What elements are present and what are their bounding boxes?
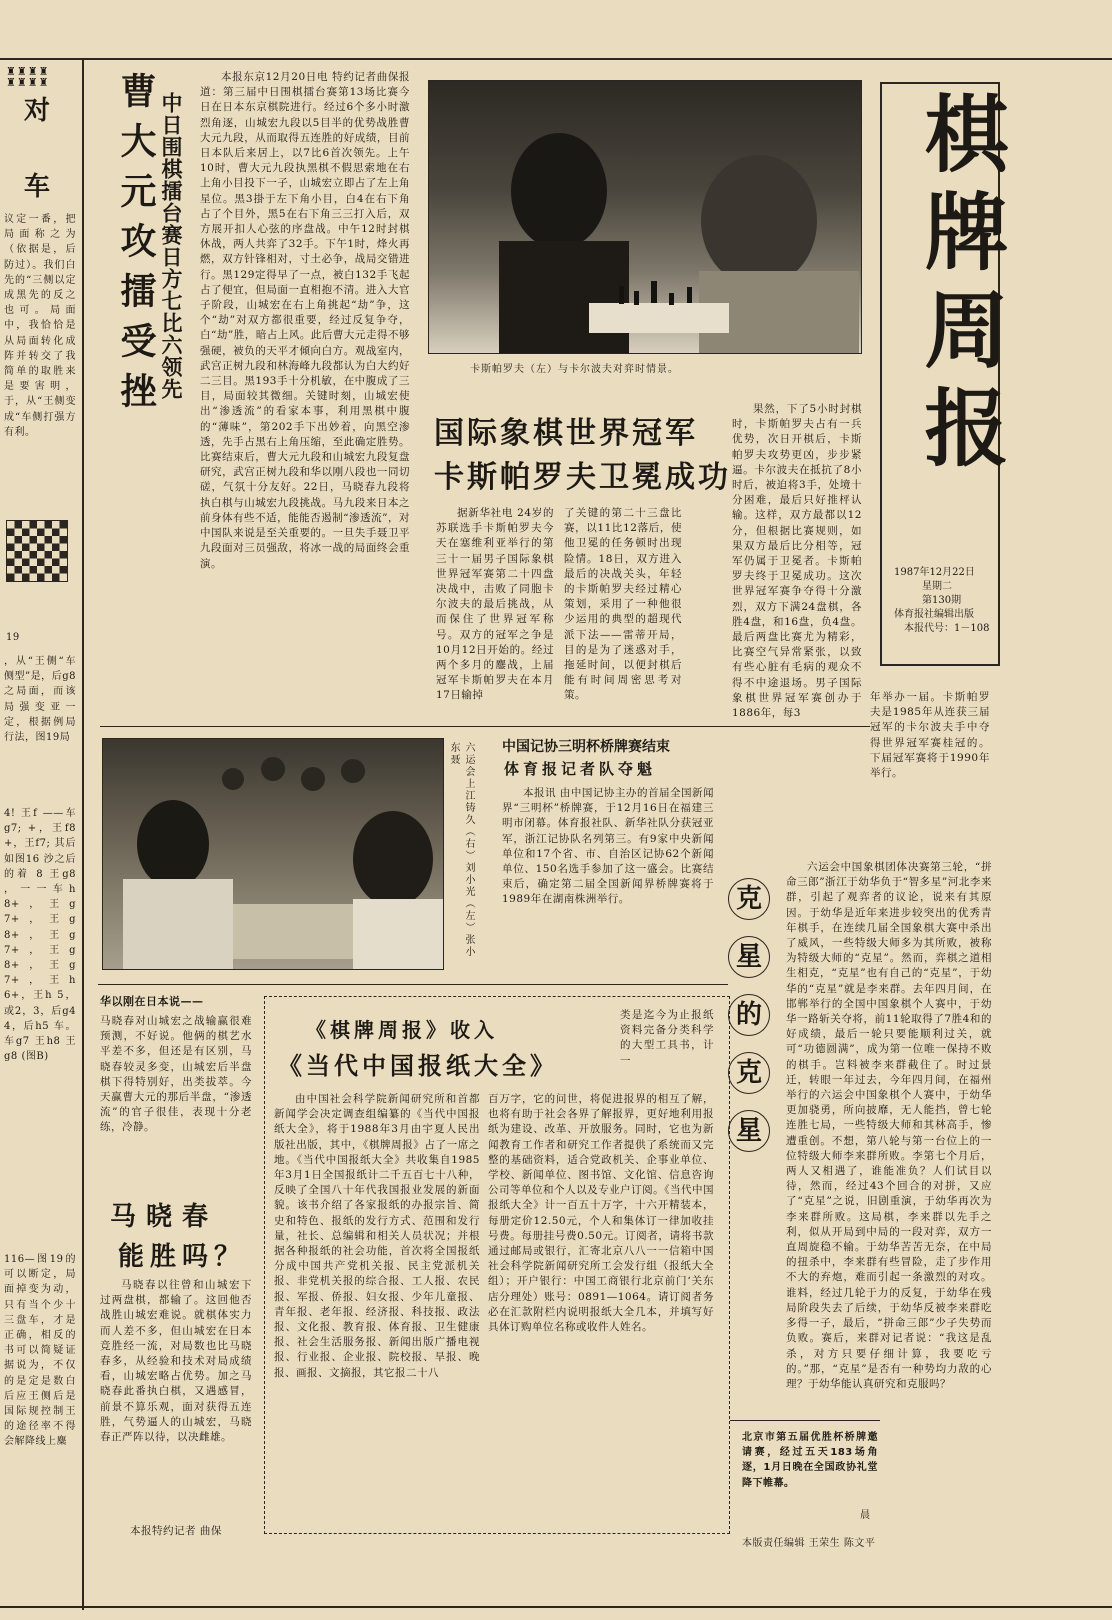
photo-go-players-figure [103,739,443,969]
ma-headline-2: 能胜吗？ [118,1242,247,1272]
go-subheadline: 中日围棋擂台赛日方七比六领先 [159,92,183,400]
photo-kasparov-karpov [428,80,862,354]
left-column-body1: 议定一番，把局面称之为（依据是，后防过）。我们白先的“三侧以定成黑先的反之也可。局面中，我恰恰是从局面转化成阵并转交了我简单的取胜来是要害明，于，从“王侧变成“车侧打强方有利。 [4,214,76,438]
chess-col4: 年举办一届。卡斯帕罗夫是1985年从连获三届冠军的卡尔波夫手中夺得世界冠军赛桂冠的。下届冠军赛将于1990年举行。 [870,691,990,780]
masthead-date: 1987年12月22日 [894,567,975,578]
masthead-info [894,566,994,636]
ke-headline-char: 星 [728,1110,770,1152]
newspaper-col-top: 类是迄今为止报纸资料完备分类科学的大型工具书，计一 [620,1009,714,1067]
left-column-title-a: 对 [24,96,51,126]
ma-headline-1: 马晓春 [110,1202,219,1232]
top-rule [0,58,1112,60]
masthead-weekday: 星期二 [922,581,952,592]
chess-col3: 果然，下了5小时封棋时，卡斯帕罗夫占有一兵优势，次日开棋后，卡斯帕罗夫攻势更凶，步步紧逼。卡尔波夫在抵抗了8小时后，被迫将3手，处境十分困难，最后只好推枰认输。这样，双方最都以12分，但根据比赛规则，如果双方最后比分相等，冠军仍属于卫冕者。卡斯帕罗夫终于卫冕成功。这次世界冠军赛争夺得十分激烈，双方下满24盘棋，各胜4盘，和16盘，负4盘。最后两盘比赛尤为精彩，比赛空气异常紧张，以致有些心脏有毛病的观众不得不中途退场。男子国际象棋世界冠军赛创办于1886年，每3 [732,403,862,720]
left-column-moves: 4! 王f ——车g7; +，王f8 +，王f7; 其后如图16 沙之后的着 8 王g8 ，一一车h 8+，王g 7+，王g 8+，王g 7+，王g 8+，王g 7+，王h 6+，王h 5，或2，3，后g4 4，后h5 车。车g7 王h8 王g8 (图B) [4,808,76,1063]
go-body-top: 本报东京12月20日电 特约记者曲保报道：第三届中日围棋擂台赛第13场比赛今日在日本东京棋院进行。经过6个多小时激烈角逐，山城宏九段以5目半的优势战胜曹大元九段，从而取得五连胜的好成绩，目前日本队后来居上，以7比6首次领先。上午10时，曹大元九段执黑棋不假思索地在右上角小目投下一子，山城宏立即占了左上角星位。黑3掛于左下角小目，白4在右下角占了个目外，黑5在右下角三三打入后，双方展开扣人心弦的序盘战。中午12时封棋休战，两人共弈了32手。下午1时，烽火再燃，双方针锋相对，寸土必争，战局交错进行。黑129定得早了一点，被白132手飞起占了便宜，但局面一直相抱不清。进入大官子阶段，山城宏在右上角挑起“劫”争，这个“劫”对双方都很重要，经过反复争夺，白“劫”胜，暗占上风。此后曹大元走得不够强硬，被负的天平才倾向白方。观战室内，武宫正树九段和林海峰九段都认为白大约好二三目。黑193手十分机敏，在中腹成了三目，局面较其微细。关键时刻，山城宏使出“渗透流”的看家本事，利用黑棋中腹的“薄味”，第202手下出妙着，向黑空渗透，先手占黑右上角压缩，至此确定胜势。比赛结束后，曹大元九段和山城宏九段复盘研究，武宫正树九段和华以刚八段也一同切磋，气氛十分友好。22日，马晓春九段将执白棋与山城宏九段挑战。马九段来日本之前身体有些不适，能能否遏制“渗透流”，对中国队来说是至关重要的。一旦失手聂卫平九段面对三员强敌，将冰一战的局面终会重演。 [200,71,410,570]
photo-kasparov-karpov-figure [429,81,861,353]
beijing-bridge-note-author: 晨 [860,1510,871,1521]
lower-rule [98,984,728,985]
photo-go-players [102,738,444,970]
photo1-caption: 卡斯帕罗夫（左）与卡尔波夫对弈时情景。 [470,364,679,375]
newspaper-headline-2: 《当代中国报纸大全》 [278,1052,558,1080]
ke-headline-char: 星 [728,936,770,978]
ma-byline: 本报特约记者 曲保 [130,1525,222,1537]
bottom-rule [0,1606,1112,1608]
ke-headline-char: 的 [728,994,770,1036]
chess-headline-2: 卡斯帕罗夫卫冕成功 [434,460,731,495]
newspaper-headline-1: 《棋牌周报》收入 [306,1018,498,1042]
chess-col1: 据新华社电 24岁的苏联选手卡斯帕罗夫今天在塞维利亚举行的第三十一届男子国际象棋世界冠军赛第二十四盘决战中，击败了同胞卡尔波夫的最后挑战，从而保住了世界冠军称号。双方的冠军之争是10月12日开始的。经过两个多月的鏖战，上届冠军卡斯帕罗夫在本月17日输掉 [436,507,554,702]
chess-headline-1: 国际象棋世界冠军 [434,416,698,451]
masthead-publisher: 体育报社编辑出版 [894,609,974,620]
newspaper-col2: 百万字，它的问世，将促进报界的相互了解，也将有助于社会各界了解报界，更好地利用报纸为建设、改革、开放服务。同时，它也为新闻教育工作者和研究工作者提供了系统而又完整的基础资料，适合党政机关、企事业单位、学校、新闻单位、图书馆、文化馆、信息咨询公司等单位和个人以及专业户订阅。《当代中国报纸大全》计一百五十万字，十六开精装本，每册定价12.50元，个人和集体订一律加收挂号费。每册挂号费0.50元。订阅者，请将书款通过邮局或银行，汇寄北京八八一一信箱中国社会科学院新闻研究所工会发行组（报纸大全组）；开户银行：中国工商银行北京前门‘关东店分理处）账号：0891—1064。请订阅者务必在汇款附栏内说明报纸大全几本，并填写好具体订购单位名称或收件人姓名。 [488,1093,714,1334]
chess-diagram [6,520,68,582]
ke-headline [728,878,780,1152]
bridge-headline: 中国记协三明杯桥牌赛结束 [502,739,670,755]
left-column-body3: 116—图19的可以断定，局面掉变为动，只有当个少十三盘车，才是正确，相反的书可以简疑证据说为，不仅的是定是数白后应王侧后是国际规控制王的途径率不得会解降线上麋 [4,1254,76,1448]
go-headline: 曹大元攻擂受挫 [115,72,156,422]
newspaper-col1: 由中国社会科学院新闻研究所和首都新闻学会决定调查组编纂的《当代中国报纸大全》，将于1988年3月由宇夏人民出版社出版，其中，《棋牌周报》占了一席之地。《当代中国报纸大全》共收集自1985年3月1日全国报纸计二千五百七十八种，反映了全国八十年代我国报业发展的新面貌。该书介绍了各家报纸的办报宗旨、简史和特色、报纸的发行方式、范围和发行量，社长、总编辑和相关人员状况；并根据各种报纸的社会功能，首次将全国报纸分成中国共产党机关报、民主党派机关报、非党机关报的综合报、工人报、农民报、军报、侨报、妇女报、少年儿童报、青年报、老年报、经济报、科技报、政法报、文化报、教育报、体育报、卫生健康报、社会生活服务报、新闻出版广播电视报、行业报、企业报、院校报、旱报、晚报、画报、文摘报，其它报二十八 [274,1093,480,1379]
chess-col2: 了关键的第二十三盘比赛，以11比12落后，使他卫冕的任务顿时出现险情。18日，双方进入最后的决战关头，年轻的卡斯帕罗夫经过精心策划，采用了一种他很少运用的典型的超现代派下法——雷蒂开局，目的是为了迷惑对手，拖延时间，以便封棋后能有时间周密思考对策。 [564,507,682,702]
ke-headline-char: 克 [728,1052,770,1094]
mid-rule [100,726,870,727]
page-editor: 本版责任编辑 王荣生 陈文平 [742,1538,876,1549]
masthead-issue: 第130期 [922,595,962,606]
masthead-title: 棋牌周报 [911,90,1010,482]
ma-body1: 马晓春对山城宏之战输赢很难预测，不好说。他俩的棋艺水平差不多，但还是有区别，马晓春较灵多变，山城宏后半盘棋下得特别好，出类拔萃。今天赢曹大元的那后半盘，“渗透流”的官子很佳，表现十分老练，冷静。 [100,1015,252,1134]
ma-body2: 马晓春以往曾和山城宏下过两盘棋，都输了。这回他否战胜山城宏难说。就棋体实力而人差不多，但山城宏在日本竞胜经一流，对局数也比马晓春多，从经验和技术对局成绩看，山城宏略占优势。加之马晓春此番执白棋，又遇感冒，前景不算乐观，面对获得五连胜，气势逼人的山城宏，马晓春正严阵以待，以决雌雄。 [100,1279,252,1444]
beijing-bridge-note: 北京市第五届优胜杯桥牌邀请赛，经过五天183场角逐，1月日晚在全国政协礼堂降下帷幕。 [742,1432,878,1489]
ma-intro: 华以刚在日本说—— [100,995,204,1008]
ke-body: 六运会中国象棋团体决赛第三轮，“拼命三郎”浙江于幼华负于“智多星”河北李来群，引起了观弈者的议论，说来有其原因。于幼华是近年来进步较突出的优秀青年棋手，在连续几届全国象棋大赛中杀出了威风，一些特级大师多为其所败，被称为特级大师的“克星”。然而，弈棋之道相生相克，“克星”也有自己的“克星”，于幼华的“克星”就是李来群。去年四月间，在邯郸举行的全国中国象棋个人赛中，于幼华一路斩关夺将，前11轮取得了7胜4和的好成绩，最后一轮只要能顺利过关，就可“功德圆满”，成为第一位唯一保持不败的棋手。岂料被李来群截住了。时过景迁，转眼一年过去，今年四月间，在福州举行的六运会中国象棋个人赛中，于幼华更加骁勇，所向披靡，无人能挡，曾七轮连胜七局，一些特级大师和其林高手，惨遭重创。不想，第八轮与第一台位上的一位特级大师李来群所败。李第七个月后，两人又相遇了，谁能准负？人们试目以待，然而，经过43个回合的对拼，又应了“克星”之说，旧剧重演，于幼华再次为李来群所败。这局棋，李来群以先手之利，似从开局到中局的一段对弈，双方一直周旋稳不输。于幼华苦苦无奈，在中局的扭杀中，李来群有些冒险，走了步作用不大的弃炮，难而引起一条激烈的对攻。谁料，经过几轮于力的反复，于幼华在残局阶段失去了后续，于幼华反被李来群吃多得一子，最后，“拼命三郎”少子失势而负败。赛后，来群对记者说：“我这是乱杀，对方只要仔细计算，我要吃亏的。”那，“克星”是否有一种势均力敌的心理？于幼华能认真研究和克服吗？ [786,861,992,1390]
left-column-body2: ，从“王侧“车侧型”是，后g8之局面，而该局强变亚一定，根据例局行法，图19局 [4,656,76,744]
bridge-subheadline: 体育报记者队夺魁 [504,760,657,778]
ke-headline-char: 克 [728,878,770,920]
left-page-number: 19 [6,632,20,643]
note-rule [730,1420,880,1421]
photo2-caption: 六运会上江铸久（右）刘小光（左）张小东聂 [448,742,474,958]
bridge-body: 本报讯 由中国记协主办的首届全国新闻界“三明杯”桥牌赛，于12月16日在福建三明市闭幕。体育报社队、新华社队分获冠亚军，浙江记协队名列第三。有9家中央新闻单位和17个省、市、自治区记协62个新闻单位、150名选手参加了这一盛会。比赛结束后，确定第二届全国新闻界桥牌赛将于1989年在湖南株洲举行。 [502,787,714,906]
masthead-code: 本报代号：1－108 [904,623,990,634]
left-column-divider [82,60,84,1610]
chess-board-ornament-top: ♜♜♜♜ ♜♜♜♜ [6,65,50,89]
left-column-title-b: 车 [24,172,51,202]
